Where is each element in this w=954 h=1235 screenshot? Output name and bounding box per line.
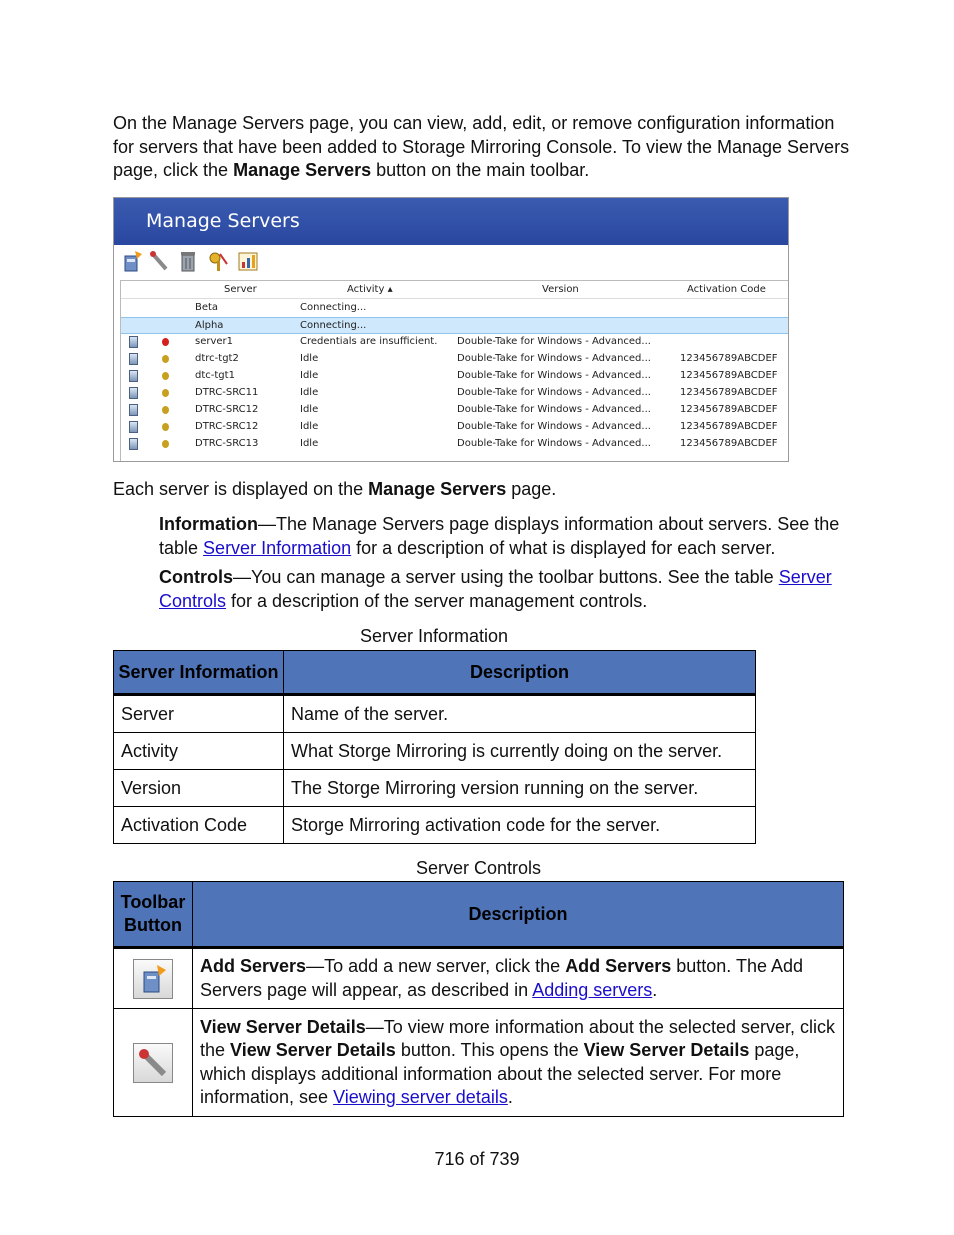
server-information-table bbox=[113, 650, 756, 844]
controls-text-end: for a description of the server management controls. bbox=[226, 590, 648, 611]
activity-cell: Connecting... bbox=[300, 320, 367, 331]
status-icon bbox=[162, 389, 169, 397]
table-cell bbox=[193, 948, 844, 1009]
version-cell: Double-Take for Windows - Advanced... bbox=[457, 404, 651, 415]
intro-text-end: button on the main toolbar. bbox=[371, 160, 590, 180]
desc-text: page, which displays additional information about the selected server. For more information, see bbox=[200, 1040, 800, 1107]
desc-text: . bbox=[652, 979, 658, 1000]
intro-paragraph bbox=[113, 112, 853, 183]
table-header: Server Information bbox=[114, 651, 284, 695]
activity-cell: Idle bbox=[300, 353, 319, 364]
table-cell: The Storge Mirroring version running on the server. bbox=[284, 770, 756, 807]
server-icon bbox=[129, 387, 138, 399]
table-cell bbox=[193, 1009, 844, 1117]
version-cell: Double-Take for Windows - Advanced... bbox=[457, 353, 651, 364]
table-cell bbox=[114, 948, 193, 1009]
information-text: —The Manage Servers page displays information about servers. See the table bbox=[159, 514, 840, 558]
activation-code-cell: 123456789ABCDEF bbox=[680, 438, 778, 449]
desc-text: button. The Add Servers page will appear, as described in bbox=[200, 956, 804, 1000]
status-icon bbox=[162, 355, 169, 363]
view-server-details-label: View Server Details bbox=[583, 1040, 750, 1060]
server-information-link[interactable]: Server Information bbox=[203, 537, 352, 558]
table-header: Description bbox=[284, 651, 756, 695]
information-paragraph bbox=[159, 513, 849, 560]
server-icon bbox=[129, 421, 138, 433]
table-row bbox=[114, 695, 756, 733]
status-icon bbox=[162, 423, 169, 431]
table-cell bbox=[114, 1009, 193, 1117]
server-cell: Beta bbox=[195, 302, 219, 313]
version-cell: Double-Take for Windows - Advanced... bbox=[457, 438, 651, 449]
status-icon bbox=[162, 440, 169, 448]
status-icon bbox=[162, 406, 169, 414]
activation-code-cell: 123456789ABCDEF bbox=[680, 370, 778, 381]
activity-cell: Idle bbox=[300, 438, 319, 449]
column-activation-code[interactable]: Activation Code bbox=[687, 284, 766, 295]
each-bold: Manage Servers bbox=[368, 479, 507, 499]
each-server-sentence bbox=[113, 479, 556, 500]
view-server-details-icon bbox=[133, 1043, 173, 1083]
controls-label: Controls bbox=[159, 567, 233, 587]
activity-cell: Idle bbox=[300, 387, 319, 398]
server-controls-link[interactable]: Server Controls bbox=[159, 567, 832, 611]
controls-paragraph bbox=[159, 566, 849, 613]
activity-cell: Idle bbox=[300, 404, 319, 415]
column-activity[interactable]: Activity ▴ bbox=[347, 284, 393, 295]
table-header: Toolbar Button bbox=[114, 882, 193, 948]
grid-header bbox=[121, 281, 789, 299]
activity-cell: Credentials are insufficient. bbox=[300, 336, 438, 347]
each-text: Each server is displayed on the bbox=[113, 479, 369, 499]
desc-text: button. This opens the bbox=[395, 1040, 584, 1060]
provide-credentials-icon[interactable] bbox=[208, 250, 228, 272]
server-row[interactable] bbox=[121, 402, 789, 419]
information-text-end: for a description of what is displayed for each server. bbox=[351, 537, 776, 558]
version-cell: Double-Take for Windows - Advanced... bbox=[457, 370, 651, 381]
table-caption-server-information: Server Information bbox=[359, 626, 509, 646]
server-cell: Alpha bbox=[195, 320, 224, 331]
servers-grid bbox=[120, 280, 789, 462]
activation-code-cell: 123456789ABCDEF bbox=[680, 421, 778, 432]
server-icon bbox=[129, 336, 138, 348]
viewing-server-details-link[interactable]: Viewing server details bbox=[333, 1087, 508, 1107]
table-cell: Server bbox=[114, 695, 284, 733]
server-cell: dtc-tgt1 bbox=[195, 370, 235, 381]
activation-code-cell: 123456789ABCDEF bbox=[680, 353, 778, 364]
activation-code-cell: 123456789ABCDEF bbox=[680, 404, 778, 415]
server-row[interactable] bbox=[121, 385, 789, 402]
table-cell: Activation Code bbox=[114, 807, 284, 844]
server-row[interactable] bbox=[121, 368, 789, 385]
server-icon bbox=[129, 438, 138, 450]
add-servers-icon bbox=[133, 959, 173, 999]
version-cell: Double-Take for Windows - Advanced... bbox=[457, 387, 651, 398]
table-cell: Version bbox=[114, 770, 284, 807]
server-controls-table bbox=[113, 881, 844, 1117]
page-number: 716 of 739 bbox=[434, 1149, 520, 1169]
column-version[interactable]: Version bbox=[542, 284, 579, 295]
screenshot-toolbar bbox=[114, 245, 788, 277]
server-row[interactable] bbox=[121, 419, 789, 436]
activity-cell: Idle bbox=[300, 421, 319, 432]
table-row bbox=[114, 733, 756, 770]
activation-code-cell: 123456789ABCDEF bbox=[680, 387, 778, 398]
table-cell: Activity bbox=[114, 733, 284, 770]
table-cell: What Storge Mirroring is currently doing on the server. bbox=[284, 733, 756, 770]
add-servers-label: Add Servers bbox=[200, 956, 307, 976]
activity-cell: Connecting... bbox=[300, 302, 367, 313]
table-row bbox=[114, 1009, 844, 1117]
manage-servers-screenshot bbox=[113, 197, 789, 462]
server-cell: DTRC-SRC13 bbox=[195, 438, 259, 449]
activity-cell: Idle bbox=[300, 370, 319, 381]
view-server-details-icon[interactable] bbox=[149, 250, 169, 272]
status-icon bbox=[162, 338, 169, 346]
server-row[interactable] bbox=[121, 334, 789, 351]
version-cell: Double-Take for Windows - Advanced... bbox=[457, 336, 651, 347]
remove-server-icon[interactable] bbox=[178, 250, 198, 272]
server-cell: DTRC-SRC12 bbox=[195, 421, 259, 432]
server-cell: server1 bbox=[195, 336, 234, 347]
view-server-details-label: View Server Details bbox=[200, 1016, 366, 1037]
column-server[interactable]: Server bbox=[224, 284, 257, 295]
server-row[interactable] bbox=[121, 300, 789, 317]
add-servers-label: Add Servers bbox=[565, 956, 672, 976]
desc-text: —To add a new server, click the bbox=[306, 956, 566, 976]
server-icon bbox=[129, 370, 138, 382]
table-header: Description bbox=[193, 882, 844, 948]
version-cell: Double-Take for Windows - Advanced... bbox=[457, 421, 651, 432]
controls-text: —You can manage a server using the toolbar buttons. See the table bbox=[233, 567, 779, 587]
intro-text: On the Manage Servers page, you can view, add, edit, or remove configuration information for servers that have been added to Storage Mirroring Console. To view the Manage Servers page, click the bbox=[113, 113, 850, 180]
view-server-details-label: View Server Details bbox=[230, 1040, 396, 1060]
server-cell: DTRC-SRC11 bbox=[195, 387, 259, 398]
table-cell: Name of the server. bbox=[284, 695, 756, 733]
status-icon bbox=[162, 372, 169, 380]
server-row[interactable] bbox=[121, 317, 789, 334]
table-cell: Storge Mirroring activation code for the server. bbox=[284, 807, 756, 844]
table-row bbox=[114, 807, 756, 844]
chart-icon[interactable] bbox=[238, 250, 258, 272]
add-servers-icon[interactable] bbox=[123, 250, 143, 272]
intro-bold: Manage Servers bbox=[233, 160, 372, 180]
server-icon bbox=[129, 353, 138, 365]
table-row bbox=[114, 948, 844, 1009]
information-label: Information bbox=[159, 514, 258, 534]
server-cell: dtrc-tgt2 bbox=[195, 353, 239, 364]
server-row[interactable] bbox=[121, 351, 789, 368]
table-row bbox=[114, 770, 756, 807]
desc-text: . bbox=[507, 1087, 513, 1107]
server-row[interactable] bbox=[121, 436, 789, 453]
server-cell: DTRC-SRC12 bbox=[195, 404, 259, 415]
server-icon bbox=[129, 404, 138, 416]
screenshot-title: Manage Servers bbox=[114, 198, 788, 245]
table-caption-server-controls: Server Controls bbox=[415, 858, 542, 878]
desc-text: —To view more information about the selected server, click the bbox=[200, 1016, 835, 1060]
adding-servers-link[interactable]: Adding servers bbox=[532, 979, 653, 1000]
each-text-end: page. bbox=[506, 479, 557, 499]
